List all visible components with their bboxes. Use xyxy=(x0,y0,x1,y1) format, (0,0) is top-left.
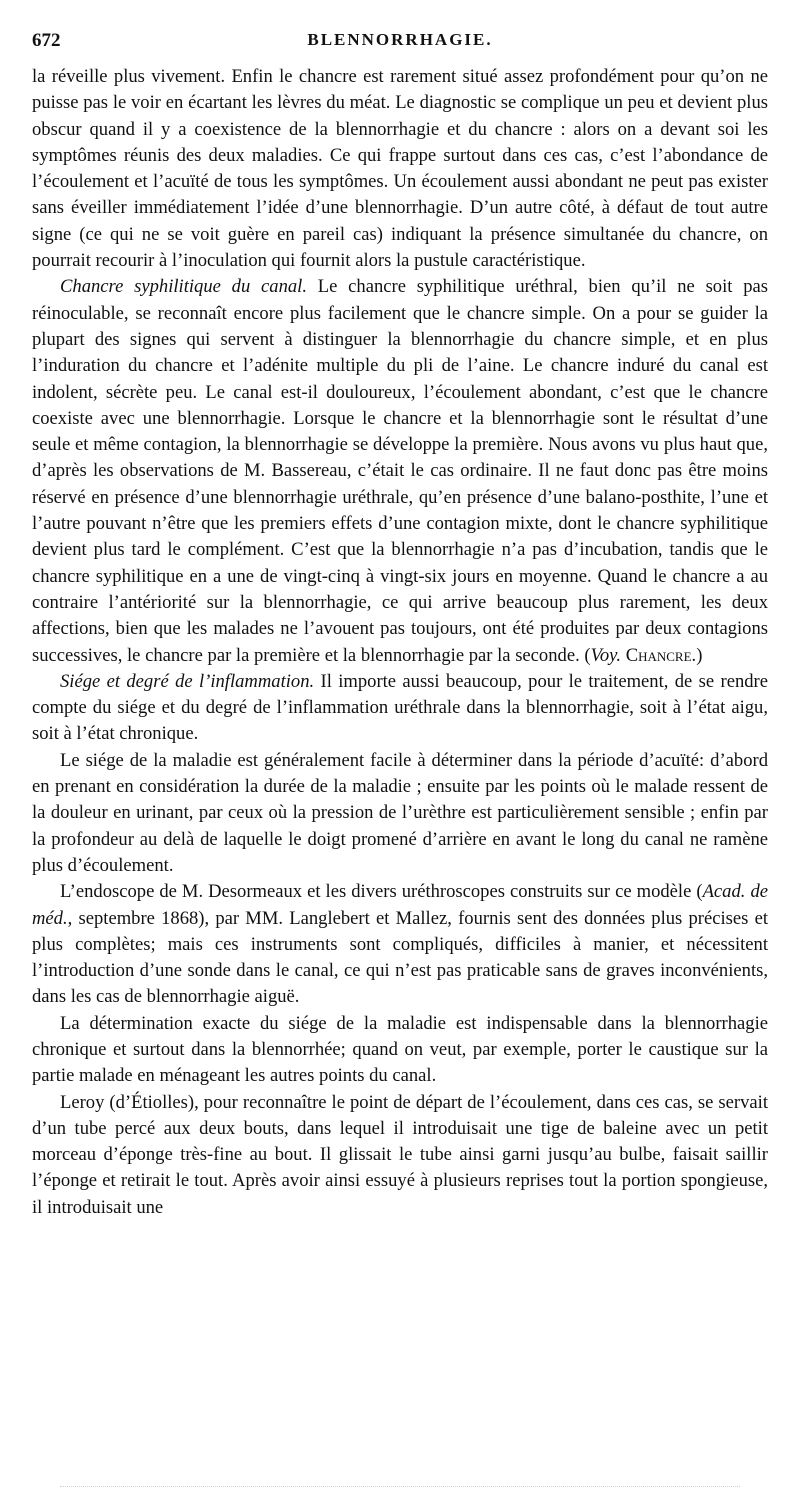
paragraph-chancre-syphilitique xyxy=(32,274,768,668)
paragraph-siege-maladie xyxy=(32,748,768,879)
book-page xyxy=(32,30,768,1221)
paragraph-text: L’endoscope de M. Desormeaux et les divers uréthroscopes construits sur ce modèle ( xyxy=(60,881,703,903)
paragraph-text: Le siége de la maladie est généralement facile à déterminer dans la période d’acuïté: d’abord en prenant en considération la durée de la maladie ; ensuite par les points où le malade ressent de la douleur en urinant, par ceux où la pression de l’urèthre est particulièrement sensible ; enfin par la profondeur au delà de laquelle le doigt promené d’arrière en avant le long du canal ne ramène plus d’écoulement. xyxy=(32,749,768,876)
paragraph-text: , septembre 1868), par MM. Langlebert et Mallez, fournis sent des données plus précises et plus complètes; mais ces instruments sont compliqués, difficiles à manier, et nécessitent l’introduction d’une sonde dans le canal, ce qui n’est pas praticable sans de graves inconvénients, dans les cas de blennorrhagie aiguë. xyxy=(32,907,768,1008)
cross-reference-word: Chancre xyxy=(621,644,692,666)
paragraph-text: La détermination exacte du siége de la maladie est indispensable dans la blennorrhagie chronique et surtout dans la blennorrhée; quand on veut, par exemple, porter le caustique sur la partie malade en ménageant les autres points du canal. xyxy=(32,1012,768,1087)
paragraph-text: Leroy (d’Étiolles), pour reconnaître le point de départ de l’écoulement, dans ces cas, se servait d’un tube percé aux deux bouts, dans lequel il introduisait une tige de baleine avec un petit morceau d’éponge très-fine au bout. Il glissait le tube ainsi garni jusqu’au bulbe, faisait saillir l’éponge et retirait le tout. Après avoir ainsi essuyé à plusieurs reprises tout la portion spongieuse, il introduisait une xyxy=(32,1091,768,1218)
paragraph-endoscope xyxy=(32,879,768,1010)
paragraph-text: Le chancre syphilitique uréthral, bien qu’il ne soit pas réinoculable, se reconnaît encore plus facilement que le chancre simple. On a pour se guider la plupart des signes qui servent à distinguer la blennorrhagie du chancre simple, et en plus l’induration du chancre et l’adénite multiple du pli de l’aine. Le chancre induré du canal est indolent, sécrète peu. Le canal est-il douloureux, l’écoulement abondant, c’est que le chancre coexiste avec une blennorrhagie. Lorsque le chancre et la blennorrhagie sont le résultat d’une seule et même contagion, la blennorrhagie se développe la première. Nous avons vu plus haut que, d’après les observations de M. Bassereau, c’était le cas ordinaire. Il ne faut donc pas être moins réservé en présence d’une blennorrhagie uréthrale, qu’en présence d’une balano-posthite, l’une et l’autre pouvant n’être que les premiers effets d’une contagion mixte, dont le chancre syphilitique devient plus tard le complément. C’est que la blennorrhagie n’a pas d’incubation, tandis que le chancre syphilitique en a une de vingt-cinq à vingt-six jours en moyenne. Quand le chancre a au contraire l’antériorité sur la blennorrhagie, ce qui arrive beaucoup plus rarement, les deux affections, bien que les malades ne l’avouent pas toujours, ont été produites par deux contagions successives, le chancre par la première et la blennorrhagie par la seconde. ( xyxy=(32,276,768,666)
cross-reference-voy: Voy. xyxy=(590,644,622,666)
paragraph-determination xyxy=(32,1011,768,1090)
running-title: BLENNORRHAGIE. xyxy=(307,30,493,49)
paragraph-continuation xyxy=(32,64,768,274)
paragraph-siege-degre xyxy=(32,669,768,748)
section-heading: Siége et degré de l’inflammation. xyxy=(60,670,315,692)
body-text xyxy=(32,64,768,1221)
page-header xyxy=(32,30,768,54)
paragraph-text-end: .) xyxy=(691,644,703,666)
page-bottom-specks xyxy=(60,1482,740,1487)
paragraph-leroy xyxy=(32,1090,768,1221)
page-number: 672 xyxy=(32,30,61,51)
citation-reference: Acad. de méd. xyxy=(32,881,768,929)
paragraph-text: Il importe aussi beaucoup, pour le traitement, de se rendre compte du siége et du degré de l’inflammation uréthrale dans la blennorrhagie, soit à l’état aigu, soit à l’état chronique. xyxy=(32,670,768,745)
paragraph-text: la réveille plus vivement. Enfin le chancre est rarement situé assez profondément pour qu’on ne puisse pas le voir en écartant les lèvres du méat. Le diagnostic se complique un peu et devient plus obscur quand il y a coexistence de la blennorrhagie et du chancre : alors on a devant soi les symptômes réunis des deux maladies. Ce qui frappe surtout dans ces cas, c’est l’abondance de l’écoulement et l’acuïté de tous les symptômes. Un écoulement aussi abondant ne peut pas exister sans éveiller immédiatement l’idée d’une blennorrhagie. D’un autre côté, à défaut de tout autre signe (ce qui ne se voit guère en pareil cas) indiquant la présence simultanée du chancre, on pourrait recourir à l’inoculation qui fournit alors la pustule caractéristique. xyxy=(32,66,768,272)
section-heading: Chancre syphilitique du canal. xyxy=(60,276,307,298)
